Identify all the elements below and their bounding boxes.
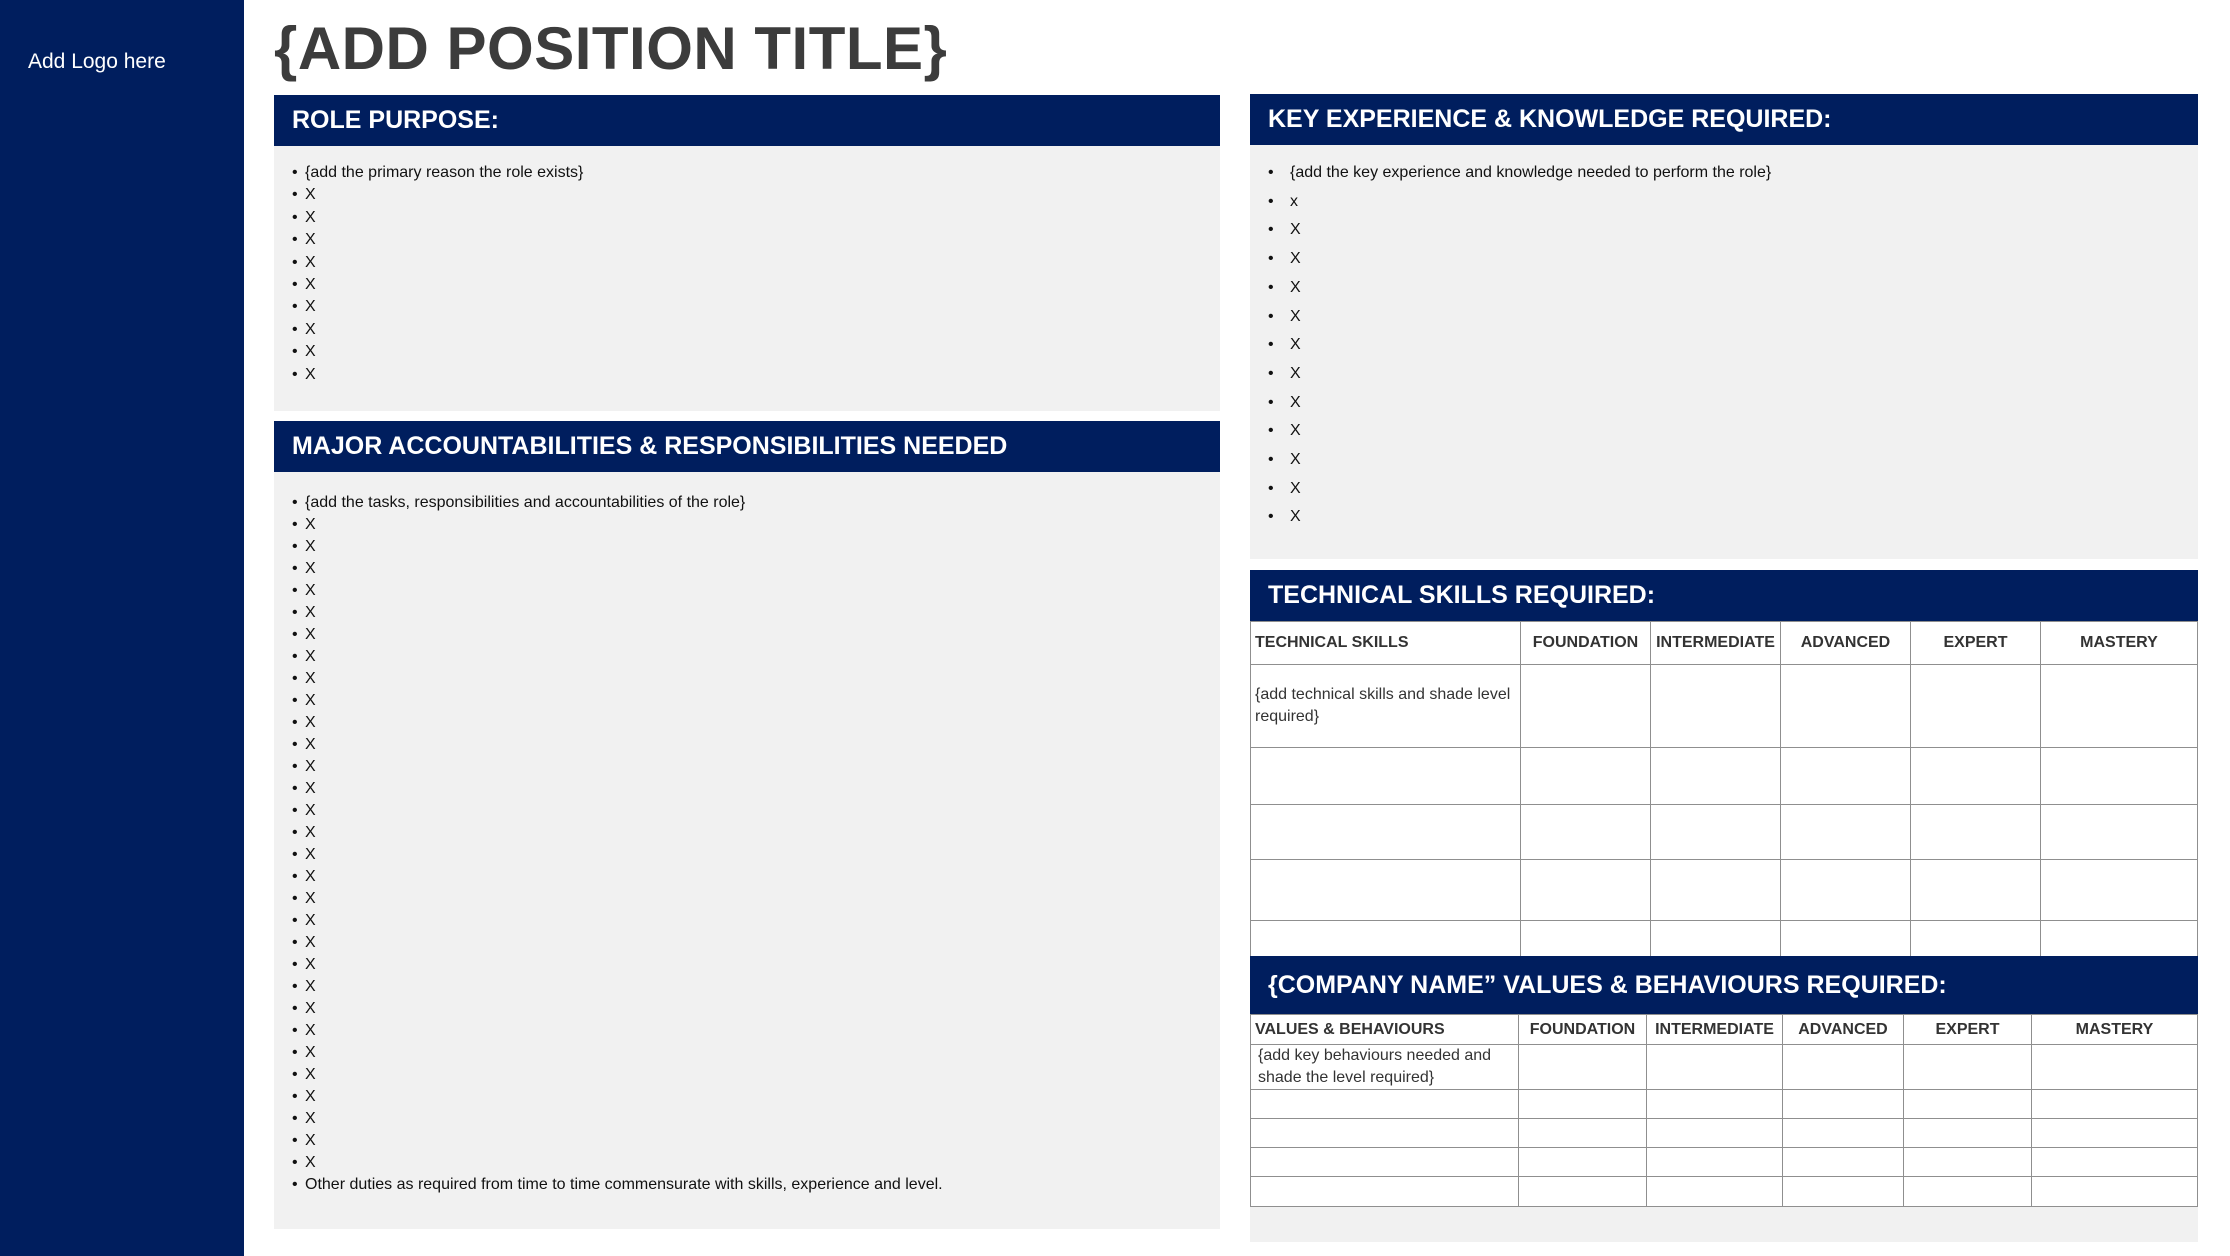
level-cell[interactable] [1647,1177,1783,1207]
role-purpose-list [274,146,1220,386]
list-item: • Other duties as required from time to time commensurate with skills, experience and level. [292,1174,1220,1196]
level-cell[interactable] [2041,860,2198,921]
list-item: • X [292,1020,1220,1042]
list-item: • X [292,229,1220,251]
level-cell[interactable] [1521,748,1651,805]
level-cell[interactable] [1647,1148,1783,1177]
accountabilities-list [274,472,1220,1196]
list-item: • X [292,252,1220,274]
table-header-row [1251,1015,2198,1045]
sidebar [0,0,244,1256]
table-row [1251,805,2198,860]
list-item: • {add the primary reason the role exists} [292,162,1220,184]
table-row [1251,748,2198,805]
col-header: ADVANCED [1781,622,1911,665]
technical-skills-heading: TECHNICAL SKILLS REQUIRED: [1250,570,2198,621]
level-cell[interactable] [1651,805,1781,860]
level-cell[interactable] [1519,1090,1647,1119]
list-item: • X [292,954,1220,976]
list-item: • X [1268,389,2198,418]
behaviour-cell[interactable]: {add key behaviours needed and shade the level required} [1251,1045,1519,1090]
list-item: • X [292,514,1220,536]
level-cell[interactable] [2032,1177,2198,1207]
level-cell[interactable] [1911,665,2041,748]
values-panel [1250,956,2198,1242]
list-item: • X [292,536,1220,558]
list-item: • X [292,319,1220,341]
level-cell[interactable] [2032,1045,2198,1090]
list-item: • X [292,976,1220,998]
list-item: • X [292,844,1220,866]
list-item: • X [292,998,1220,1020]
list-item: • X [1268,245,2198,274]
list-item: • X [292,910,1220,932]
level-cell[interactable] [1519,1177,1647,1207]
level-cell[interactable] [1904,1177,2032,1207]
list-item: • X [292,932,1220,954]
list-item: • X [292,690,1220,712]
behaviour-cell[interactable] [1251,1148,1519,1177]
behaviour-cell[interactable] [1251,1119,1519,1148]
col-header: MASTERY [2032,1015,2198,1045]
table-header-row [1251,622,2198,665]
skill-cell[interactable] [1251,860,1521,921]
col-header: EXPERT [1911,622,2041,665]
list-item: • X [1268,216,2198,245]
level-cell[interactable] [1519,1045,1647,1090]
skill-cell[interactable] [1251,748,1521,805]
position-title: {ADD POSITION TITLE} [274,15,948,82]
skill-cell[interactable] [1251,805,1521,860]
list-item: • X [292,668,1220,690]
col-header: INTERMEDIATE [1647,1015,1783,1045]
list-item: • X [292,341,1220,363]
level-cell[interactable] [1781,665,1911,748]
table-row [1251,1177,2198,1207]
technical-skills-table [1250,621,2198,964]
col-header: FOUNDATION [1519,1015,1647,1045]
list-item: • X [292,822,1220,844]
list-item: • {add the key experience and knowledge needed to perform the role} [1268,159,2198,188]
table-row [1251,1148,2198,1177]
level-cell[interactable] [1904,1045,2032,1090]
list-item: • X [292,712,1220,734]
col-header: VALUES & BEHAVIOURS [1251,1015,1519,1045]
level-cell[interactable] [1783,1045,1904,1090]
list-item: • X [292,756,1220,778]
logo-placeholder: Add Logo here [28,50,166,73]
table-row [1251,860,2198,921]
role-purpose-heading: ROLE PURPOSE: [274,95,1220,146]
accountabilities-heading: MAJOR ACCOUNTABILITIES & RESPONSIBILITIES NEEDED [274,421,1220,472]
level-cell[interactable] [1904,1148,2032,1177]
level-cell[interactable] [1781,805,1911,860]
level-cell[interactable] [1651,748,1781,805]
level-cell[interactable] [1783,1177,1904,1207]
level-cell[interactable] [1521,665,1651,748]
list-item: • X [292,800,1220,822]
col-header: TECHNICAL SKILLS [1251,622,1521,665]
list-item: • X [1268,274,2198,303]
list-item: • X [292,1130,1220,1152]
table-row [1251,665,2198,748]
level-cell[interactable] [1647,1045,1783,1090]
behaviour-cell[interactable] [1251,1090,1519,1119]
role-purpose-panel [274,95,1220,411]
level-cell[interactable] [2041,665,2198,748]
behaviour-cell[interactable] [1251,1177,1519,1207]
level-cell[interactable] [1783,1090,1904,1119]
list-item: • X [292,296,1220,318]
list-item: • X [292,866,1220,888]
level-cell[interactable] [1911,748,2041,805]
level-cell[interactable] [1781,860,1911,921]
level-cell[interactable] [1521,860,1651,921]
list-item: • X [1268,303,2198,332]
level-cell[interactable] [1651,665,1781,748]
col-header: EXPERT [1904,1015,2032,1045]
list-item: • X [292,274,1220,296]
values-heading: {COMPANY NAME” VALUES & BEHAVIOURS REQUIRED: [1250,956,2198,1014]
level-cell[interactable] [1781,748,1911,805]
list-item: • X [292,1152,1220,1174]
level-cell[interactable] [2032,1119,2198,1148]
list-item: • X [292,558,1220,580]
list-item: • X [292,364,1220,386]
level-cell[interactable] [1651,860,1781,921]
experience-panel [1250,94,2198,559]
col-header: INTERMEDIATE [1651,622,1781,665]
list-item: • X [292,1086,1220,1108]
level-cell[interactable] [2041,805,2198,860]
table-row [1251,1119,2198,1148]
col-header: ADVANCED [1783,1015,1904,1045]
skill-cell[interactable]: {add technical skills and shade level required} [1251,665,1521,748]
level-cell[interactable] [1519,1148,1647,1177]
list-item: • X [1268,446,2198,475]
level-cell[interactable] [1519,1119,1647,1148]
list-item: • X [292,734,1220,756]
level-cell[interactable] [2041,748,2198,805]
table-row [1251,1090,2198,1119]
list-item: • X [292,778,1220,800]
col-header: FOUNDATION [1521,622,1651,665]
col-header: MASTERY [2041,622,2198,665]
level-cell[interactable] [1647,1090,1783,1119]
level-cell[interactable] [2032,1148,2198,1177]
list-item: • X [292,1042,1220,1064]
list-item: • X [292,646,1220,668]
list-item: • X [292,1064,1220,1086]
list-item: • X [292,207,1220,229]
technical-skills-panel [1250,570,2198,955]
experience-list [1250,145,2198,532]
experience-heading: KEY EXPERIENCE & KNOWLEDGE REQUIRED: [1250,94,2198,145]
list-item: • X [292,580,1220,602]
values-table [1250,1014,2198,1207]
list-item: • X [292,1108,1220,1130]
level-cell[interactable] [2032,1090,2198,1119]
list-item: • X [1268,417,2198,446]
list-item: • X [1268,475,2198,504]
level-cell[interactable] [1521,805,1651,860]
list-item: • X [1268,503,2198,532]
level-cell[interactable] [1911,860,2041,921]
level-cell[interactable] [1904,1119,2032,1148]
list-item: • X [292,624,1220,646]
list-item: • {add the tasks, responsibilities and accountabilities of the role} [292,492,1220,514]
list-item: • X [1268,331,2198,360]
level-cell[interactable] [1904,1090,2032,1119]
list-item: • X [292,602,1220,624]
level-cell[interactable] [1911,805,2041,860]
accountabilities-panel [274,421,1220,1229]
table-row [1251,1045,2198,1090]
list-item: • X [1268,360,2198,389]
level-cell[interactable] [1783,1148,1904,1177]
list-item: • X [292,184,1220,206]
list-item: • X [292,888,1220,910]
list-item: • x [1268,188,2198,217]
level-cell[interactable] [1647,1119,1783,1148]
level-cell[interactable] [1783,1119,1904,1148]
